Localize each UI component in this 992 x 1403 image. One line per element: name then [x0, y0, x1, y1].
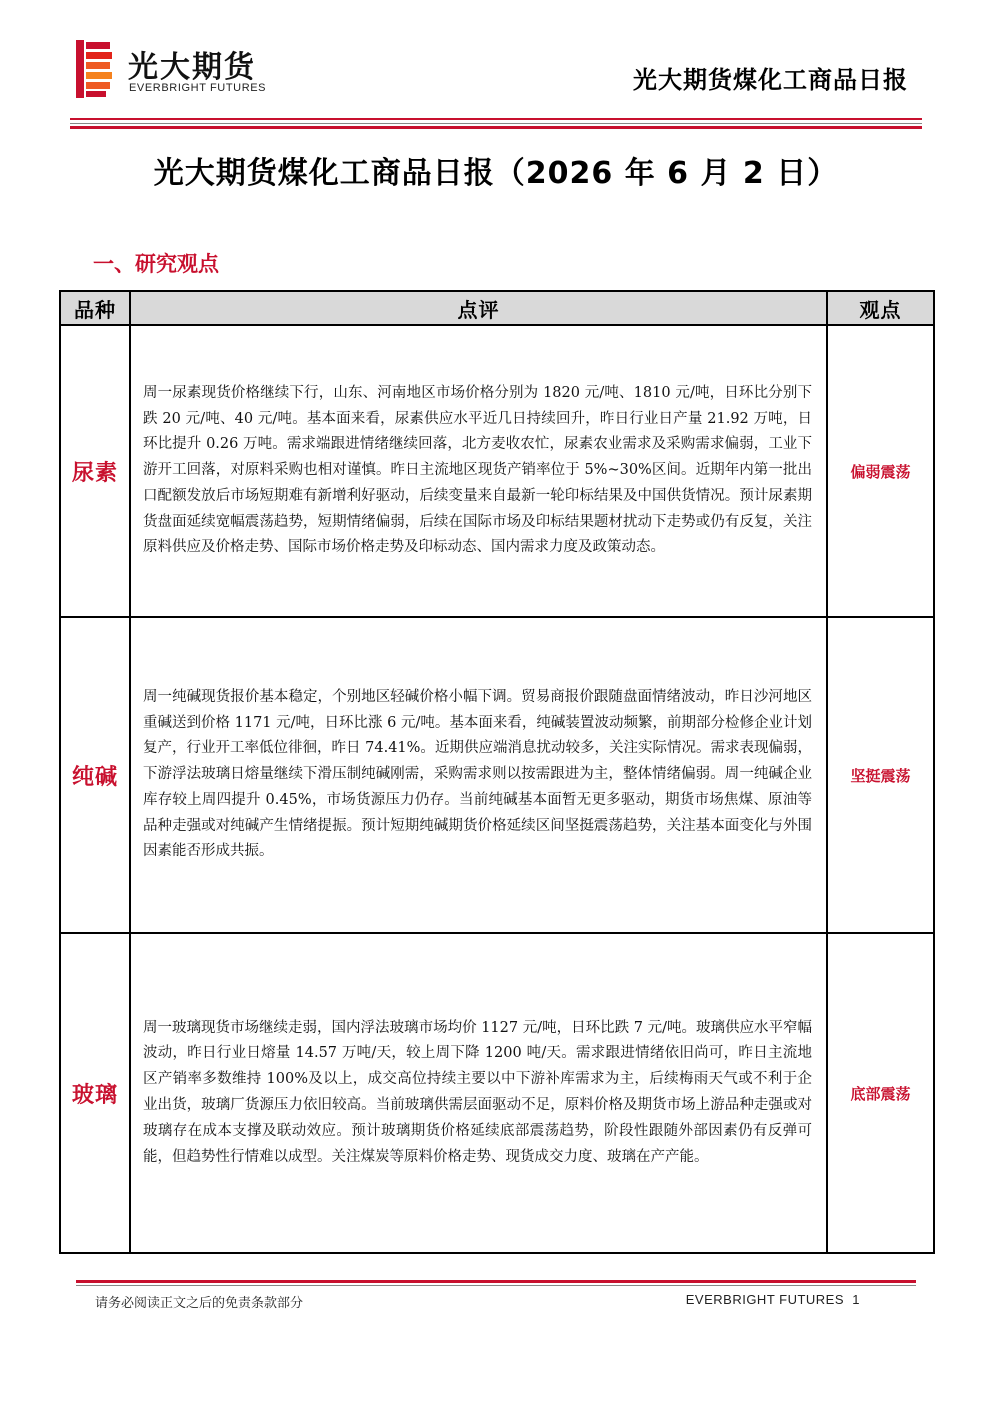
footer-disclaimer: 请务必阅读正文之后的免责条款部分	[95, 1296, 304, 1311]
page-number: 1	[852, 1292, 860, 1307]
variety-glass: 玻璃	[60, 933, 130, 1253]
footer-brand: EVERBRIGHT FUTURES	[685, 1292, 845, 1307]
header-rule	[70, 118, 922, 120]
header-report-title: 光大期货煤化工商品日报	[633, 66, 908, 94]
table-row	[60, 325, 934, 617]
brand-name-cn: 光大期货	[128, 50, 256, 85]
header-rule-thin	[70, 123, 922, 124]
footer-brand-page	[686, 1292, 860, 1307]
variety-urea: 尿素	[60, 325, 130, 617]
footer-rule-thin	[76, 1285, 916, 1286]
comment-urea: 周一尿素现货价格继续下行，山东、河南地区市场价格分别为 1820 元/吨、1810 元/吨，日环比分别下跌 20 元/吨、40 元/吨。基本面来看，尿素供应水平近几日持续回升，昨日行业日产量 21.92 万吨，日环比提升 0.26 万吨。需求端跟进情绪继续回落，北方麦收农忙，尿素农业需求及采购需求偏弱，工业下游开工回落，对原料采购也相对谨慎。昨日主流地区现货产销率位于 5%~30%区间。近期年内第一批出口配额发放后市场短期难有新增利好驱动，后续变量来自最新一轮印标结果及中国供货情况。预计尿素期货盘面延续宽幅震荡趋势，短期情绪偏弱，后续在国际市场及印标结果题材扰动下走势或仍有反复，关注原料供应及价格走势、国际市场价格走势及印标动态、国内需求力度及政策动态。	[130, 325, 827, 617]
view-soda-ash: 坚挺震荡	[827, 617, 934, 933]
table-header-row	[60, 291, 934, 325]
table-row	[60, 933, 934, 1253]
header-view: 观点	[827, 291, 934, 325]
variety-soda-ash: 纯碱	[60, 617, 130, 933]
comment-soda-ash: 周一纯碱现货报价基本稳定，个别地区轻碱价格小幅下调。贸易商报价跟随盘面情绪波动，昨日沙河地区重碱送到价格 1171 元/吨，日环比涨 6 元/吨。基本面来看，纯碱装置波动频繁，前期部分检修企业计划复产，行业开工率低位徘徊，昨日 74.41%。近期供应端消息扰动较多，关注实际情况。需求表现偏弱，下游浮法玻璃日熔量继续下滑压制纯碱刚需，采购需求则以按需跟进为主，整体情绪偏弱。周一纯碱企业库存较上周四提升 0.45%，市场货源压力仍存。当前纯碱基本面暂无更多驱动，期货市场焦煤、原油等品种走强或对纯碱产生情绪提振。预计短期纯碱期货价格延续区间坚挺震荡趋势，关注基本面变化与外围因素能否形成共振。	[130, 617, 827, 933]
view-glass: 底部震荡	[827, 933, 934, 1253]
brand-logo	[76, 40, 306, 100]
brand-name-en: EVERBRIGHT FUTURES	[129, 82, 267, 94]
everbright-logo-icon	[76, 40, 114, 98]
comment-glass: 周一玻璃现货市场继续走弱，国内浮法玻璃市场均价 1127 元/吨，日环比跌 7 元/吨。玻璃供应水平窄幅波动，昨日行业日熔量 14.57 万吨/天，较上周下降 1200 吨/天。需求跟进情绪依旧尚可，昨日主流地区产销率多数维持 100%及以上，成交高位持续主要以中下游补库需求为主，后续梅雨天气或不利于企业出货，玻璃厂货源压力依旧较高。当前玻璃供需层面驱动不足，原料价格及期货市场上游品种走强或对玻璃存在成本支撑及联动效应。预计玻璃期货价格延续底部震荡趋势，阶段性跟随外部因素仍有反弹可能，但趋势性行情难以成型。关注煤炭等原料价格走势、现货成交力度、玻璃在产产能。	[130, 933, 827, 1253]
research-view-table	[59, 290, 935, 1254]
header-rule-thick	[70, 126, 922, 129]
header-variety: 品种	[60, 291, 130, 325]
section-title: 一、研究观点	[93, 252, 219, 276]
table-row	[60, 617, 934, 933]
document-title: 光大期货煤化工商品日报（2026 年 6 月 2 日）	[153, 156, 839, 191]
header-comment: 点评	[130, 291, 827, 325]
view-urea: 偏弱震荡	[827, 325, 934, 617]
footer-rule	[76, 1280, 916, 1283]
